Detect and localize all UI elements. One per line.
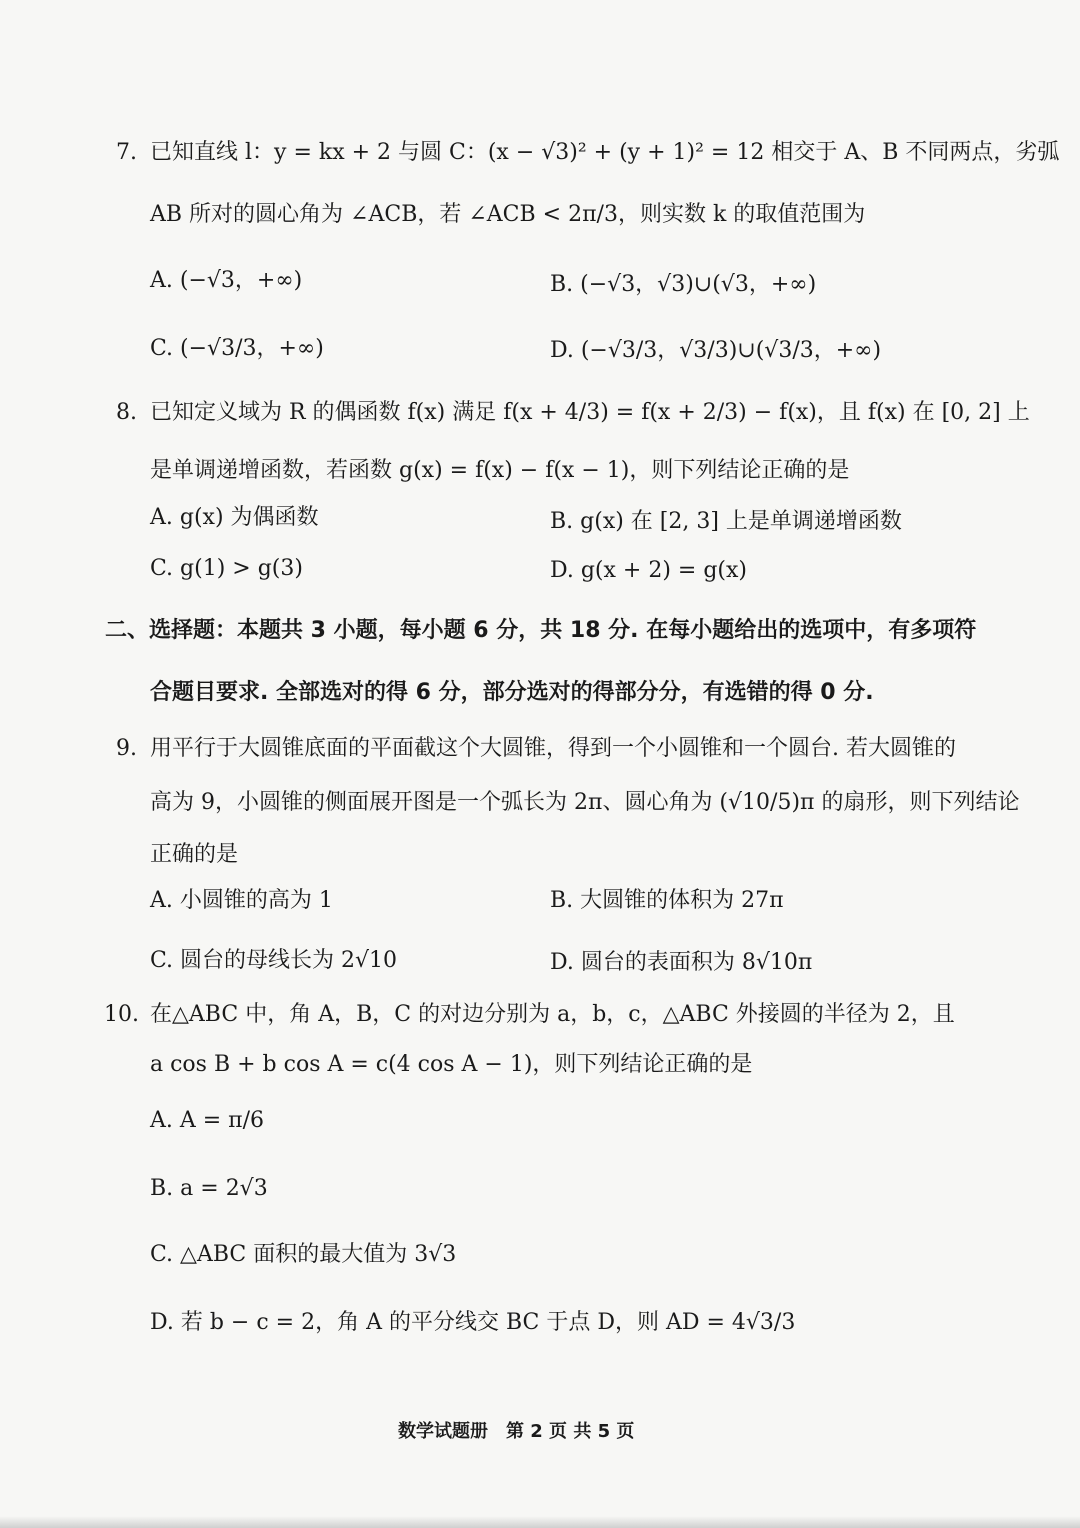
question-7-option-a: A. (−√3，+∞) — [150, 268, 303, 293]
question-10-number: 10. — [104, 1002, 139, 1027]
question-8-number: 8. — [116, 400, 137, 425]
question-7-option-d: D. (−√3/3，√3/3)∪(√3/3，+∞) — [550, 338, 882, 363]
question-8-line-1: 已知定义域为 R 的偶函数 f(x) 满足 f(x + 4/3) = f(x + 2/3) − f(x)，且 f(x) 在 [0, 2] 上 — [150, 400, 1030, 425]
question-9-number: 9. — [116, 736, 137, 761]
question-9-line-3: 正确的是 — [150, 842, 239, 867]
section-2-heading-line-2: 合题目要求. 全部选对的得 6 分，部分选对的得部分分，有选错的得 0 分. — [150, 680, 874, 705]
question-10-line-1: 在△ABC 中，角 A，B，C 的对边分别为 a，b，c，△ABC 外接圆的半径为 2，且 — [150, 1002, 955, 1027]
question-9-option-c: C. 圆台的母线长为 2√10 — [150, 948, 398, 973]
question-10-option-d: D. 若 b − c = 2，角 A 的平分线交 BC 于点 D，则 AD = 4√3/3 — [150, 1310, 796, 1335]
question-8-option-b: B. g(x) 在 [2, 3] 上是单调递增函数 — [550, 509, 902, 534]
question-9-line-1: 用平行于大圆锥底面的平面截这个大圆锥，得到一个小圆锥和一个圆台. 若大圆锥的 — [150, 736, 956, 761]
question-9-option-b: B. 大圆锥的体积为 27π — [550, 888, 784, 913]
question-8-option-a: A. g(x) 为偶函数 — [150, 505, 319, 530]
page-footer: 数学试题册 第 2 页 共 5 页 — [398, 1421, 635, 1442]
section-2-heading-line-1: 二、选择题：本题共 3 小题，每小题 6 分，共 18 分. 在每小题给出的选项中，有多项符 — [105, 618, 977, 643]
question-8-option-c: C. g(1) > g(3) — [150, 556, 303, 581]
question-9-line-2: 高为 9，小圆锥的侧面展开图是一个弧长为 2π、圆心角为 (√10/5)π 的扇形，则下列结论 — [150, 790, 1020, 815]
question-9-option-d: D. 圆台的表面积为 8√10π — [550, 950, 813, 975]
question-7-option-c: C. (−√3/3，+∞) — [150, 336, 324, 361]
question-7-line-2: AB 所对的圆心角为 ∠ACB，若 ∠ACB < 2π/3，则实数 k 的取值范围为 — [150, 202, 866, 227]
question-10-option-c: C. △ABC 面积的最大值为 3√3 — [150, 1242, 457, 1267]
question-10-option-b: B. a = 2√3 — [150, 1176, 268, 1201]
question-10-option-a: A. A = π/6 — [150, 1108, 265, 1133]
question-7-number: 7. — [116, 140, 137, 165]
question-8-option-d: D. g(x + 2) = g(x) — [550, 558, 747, 583]
question-7-line-1: 已知直线 l：y = kx + 2 与圆 C：(x − √3)² + (y + 1)² = 12 相交于 A、B 不同两点，劣弧 — [150, 140, 1060, 165]
question-10-line-2: a cos B + b cos A = c(4 cos A − 1)，则下列结论正确的是 — [150, 1052, 753, 1077]
scan-edge-shadow — [0, 1516, 1080, 1528]
question-9-option-a: A. 小圆锥的高为 1 — [150, 888, 333, 913]
question-8-line-2: 是单调递增函数，若函数 g(x) = f(x) − f(x − 1)，则下列结论正确的是 — [150, 458, 850, 483]
question-7-option-b: B. (−√3，√3)∪(√3，+∞) — [550, 272, 817, 297]
